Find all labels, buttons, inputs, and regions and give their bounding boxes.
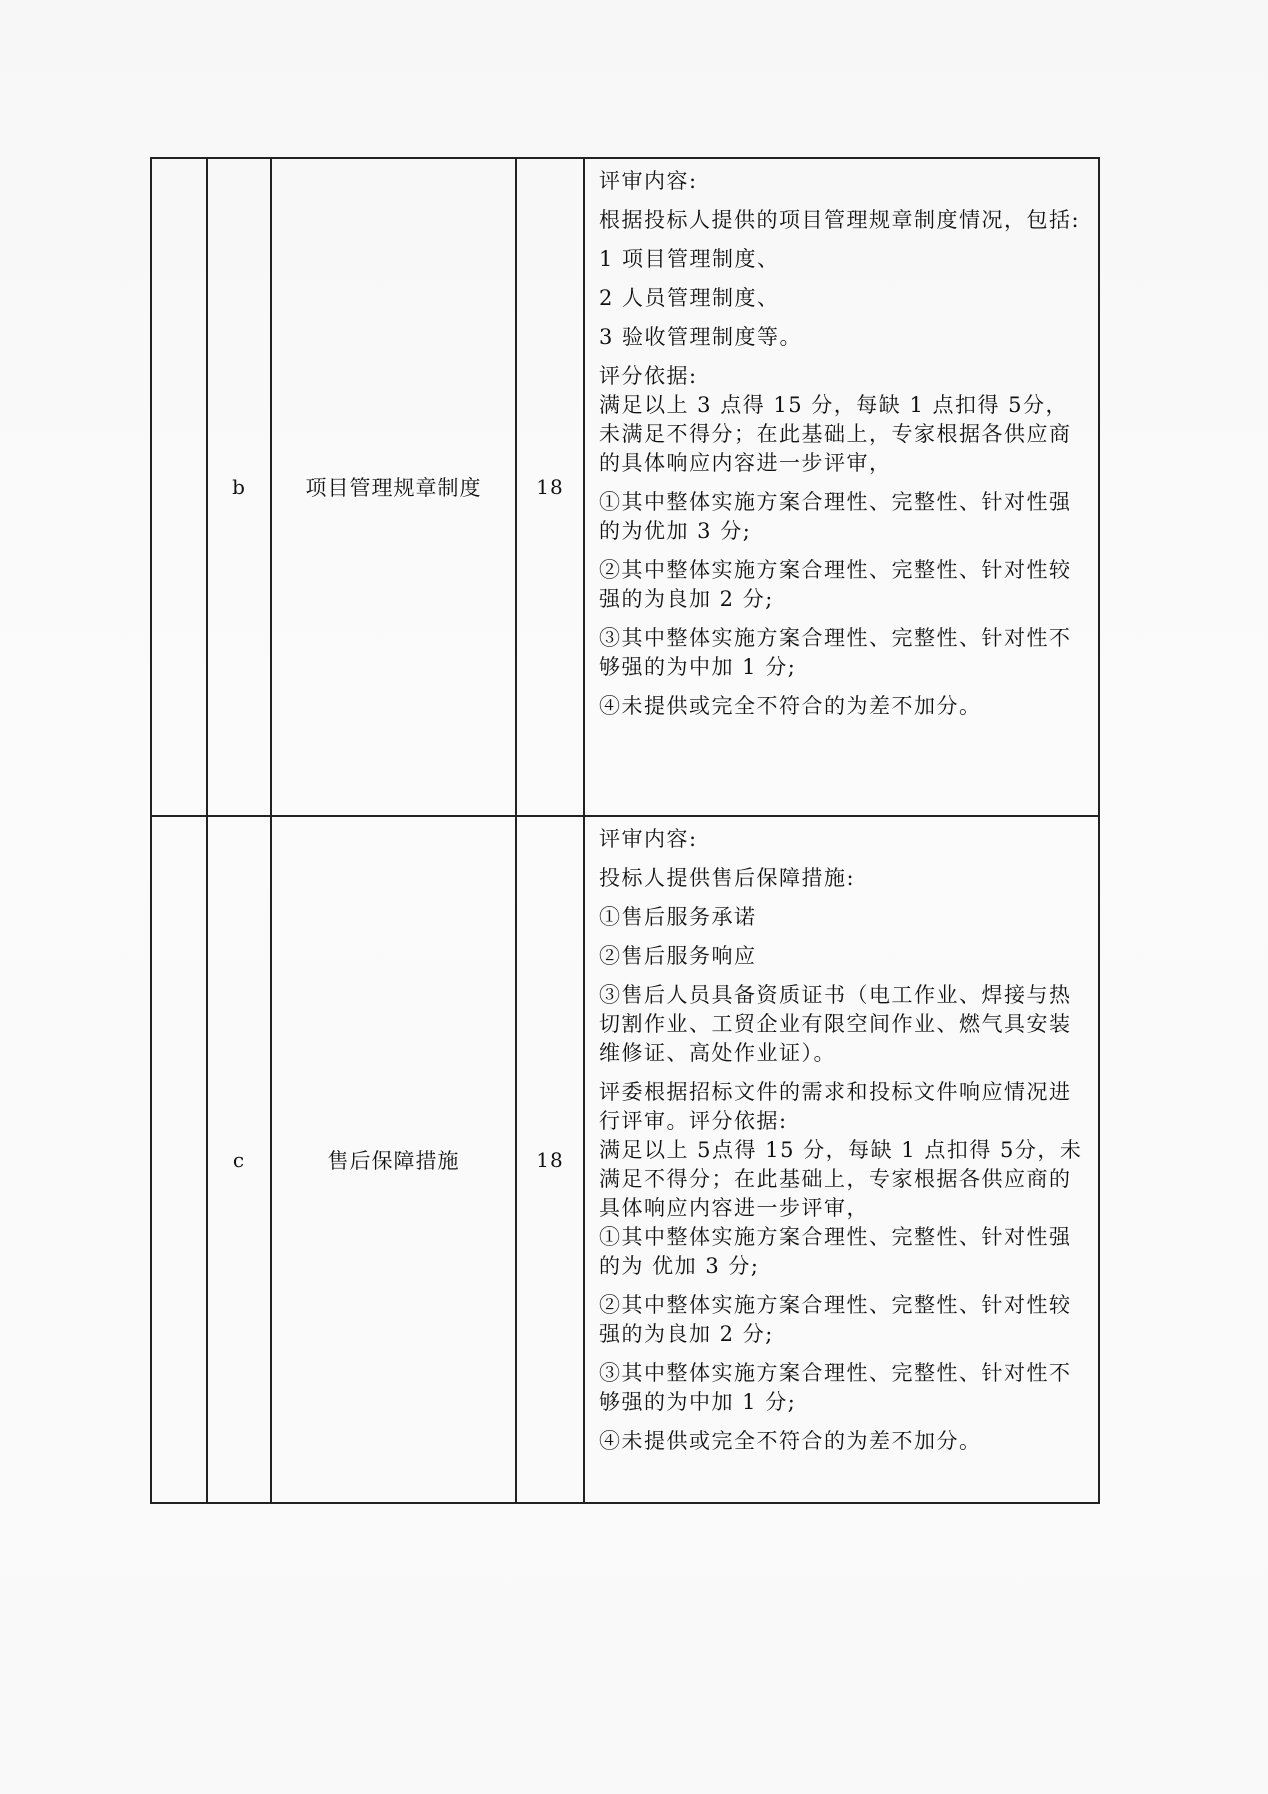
item-name: 售后保障措施	[270, 817, 515, 1502]
item-code: b	[206, 159, 270, 815]
item-code: c	[206, 817, 270, 1502]
criteria-line: 2 人员管理制度、	[599, 286, 780, 310]
table-row	[150, 157, 1100, 817]
criteria-line: 1 项目管理制度、	[599, 247, 780, 271]
criteria-line: 评委根据招标文件的需求和投标文件响应情况进行评审。评分依据:	[599, 1080, 1072, 1133]
criteria-line: ②售后服务响应	[599, 944, 757, 968]
criteria-line: ②其中整体实施方案合理性、完整性、针对性较强的为良加 2 分;	[599, 558, 1072, 611]
blank-cell	[150, 159, 206, 815]
criteria-line: ③其中整体实施方案合理性、完整性、针对性不够强的为中加 1 分;	[599, 626, 1072, 679]
criteria-line: 3 验收管理制度等。	[599, 325, 803, 349]
criteria-line: 评分依据:	[599, 364, 698, 388]
criteria-line: 评审内容:	[599, 827, 698, 851]
criteria-line: 满足以上 5点得 15 分，每缺 1 点扣得 5分，未满足不得分；在此基础上，专家根据各供应商的具体响应内容进一步评审，	[599, 1138, 1083, 1220]
criteria-line: ③其中整体实施方案合理性、完整性、针对性不够强的为中加 1 分;	[599, 1361, 1072, 1414]
scoring-table	[150, 157, 1100, 1504]
item-criteria	[583, 159, 1100, 815]
item-criteria	[583, 817, 1100, 1502]
criteria-line: ④未提供或完全不符合的为差不加分。	[599, 1429, 982, 1453]
table-row	[150, 817, 1100, 1504]
criteria-line: ①其中整体实施方案合理性、完整性、针对性强的为 优加 3 分;	[599, 1225, 1072, 1278]
criteria-line: 投标人提供售后保障措施:	[599, 866, 856, 890]
blank-cell	[150, 817, 206, 1502]
criteria-line: ①其中整体实施方案合理性、完整性、针对性强的为优加 3 分;	[599, 490, 1072, 543]
criteria-line: ③售后人员具备资质证书（电工作业、焊接与热切割作业、工贸企业有限空间作业、燃气具安装维修证、高处作业证）。	[599, 983, 1072, 1065]
item-score: 18	[515, 817, 583, 1502]
criteria-line: 满足以上 3 点得 15 分，每缺 1 点扣得 5分，未满足不得分；在此基础上，专家根据各供应商的具体响应内容进一步评审，	[599, 393, 1072, 475]
item-score: 18	[515, 159, 583, 815]
criteria-line: ④未提供或完全不符合的为差不加分。	[599, 694, 982, 718]
item-name: 项目管理规章制度	[270, 159, 515, 815]
criteria-line: 评审内容:	[599, 169, 698, 193]
criteria-line: 根据投标人提供的项目管理规章制度情况，包括:	[599, 208, 1081, 232]
criteria-line: ②其中整体实施方案合理性、完整性、针对性较强的为良加 2 分;	[599, 1293, 1072, 1346]
criteria-line: ①售后服务承诺	[599, 905, 757, 929]
